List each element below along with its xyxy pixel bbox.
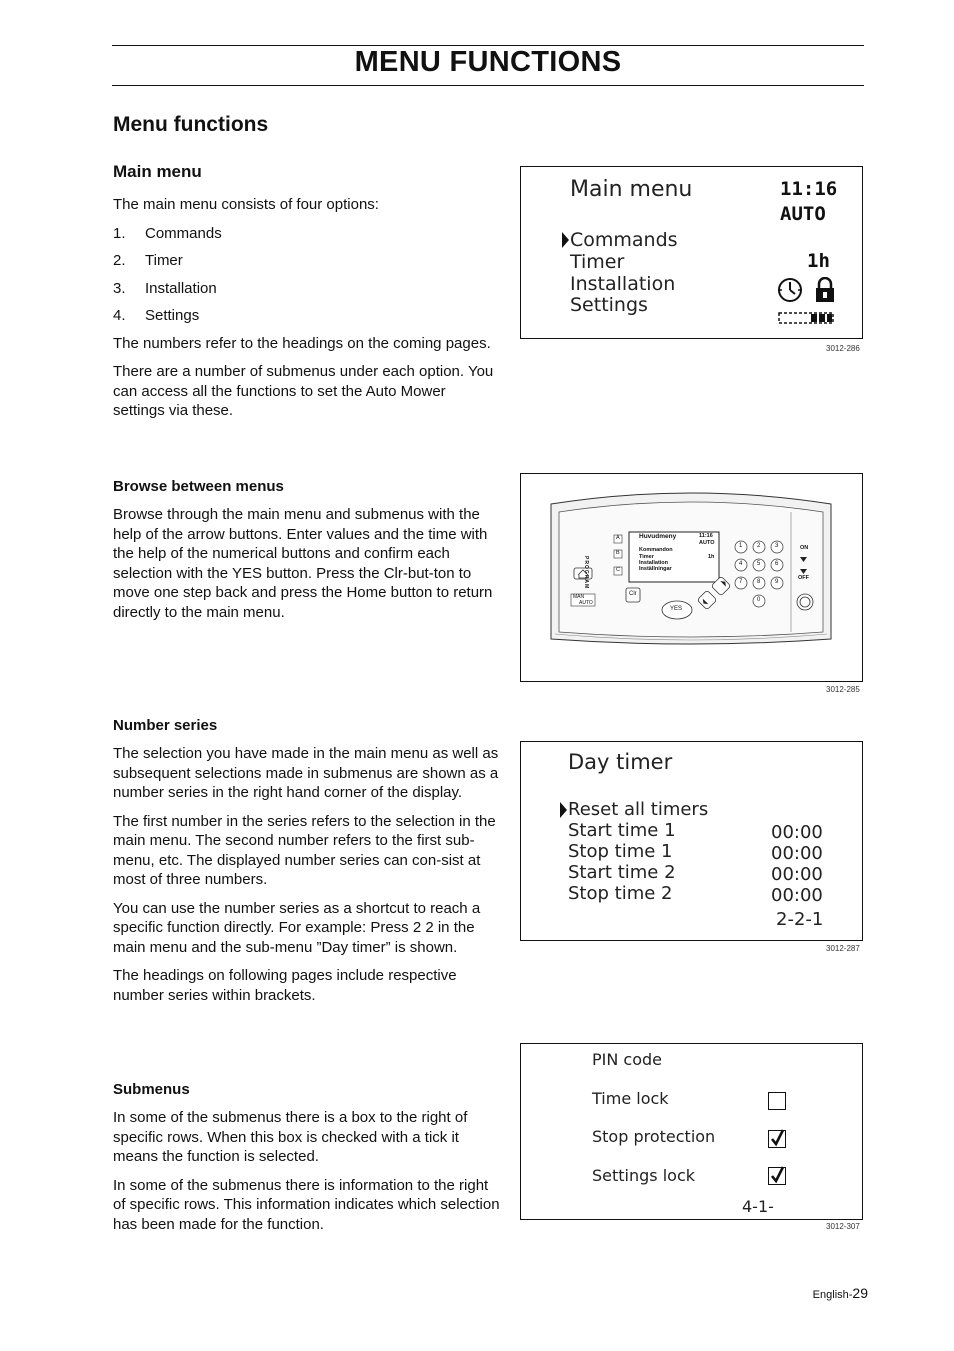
display-row-value: 00:00 xyxy=(771,843,823,864)
settings-lock-checkbox xyxy=(768,1167,786,1185)
program-key-label: B xyxy=(616,550,620,556)
program-key-label: C xyxy=(616,567,620,573)
submenus-heading: Submenus xyxy=(113,1081,190,1098)
display-row-value: 00:00 xyxy=(771,864,823,885)
number-series-heading: Number series xyxy=(113,717,218,734)
display-row-label: Time lock xyxy=(592,1089,669,1108)
num-key-label: 9 xyxy=(775,579,779,585)
display-time: 11:16 xyxy=(780,178,838,200)
list-item: 4. Settings xyxy=(113,307,200,324)
panel-screen-mode: AUTO xyxy=(699,540,715,546)
number-series: 2-2-1 xyxy=(776,909,824,930)
num-key-label: 4 xyxy=(739,561,743,567)
display-menu-item: Commands xyxy=(570,229,678,251)
panel-screen-time: 11:16 xyxy=(699,533,713,539)
program-label: PROGRAM xyxy=(583,556,589,590)
day-timer-display xyxy=(520,741,863,941)
off-label: OFF xyxy=(798,575,809,581)
figure-code: 3012-307 xyxy=(826,1222,860,1231)
stop-protection-checkbox xyxy=(768,1130,786,1148)
on-label: ON xyxy=(800,545,809,551)
panel-screen-item: Inställningar xyxy=(639,566,672,572)
display-menu-item: Timer xyxy=(570,251,625,273)
page-number: 29 xyxy=(852,1285,868,1301)
header-rule-bottom xyxy=(112,85,864,86)
selection-arrow-icon xyxy=(562,232,569,248)
number-series-para-4: The headings on following pages include respective number series within brackets. xyxy=(113,967,457,1004)
number-series-text xyxy=(113,744,501,1014)
auto-label: AUTO xyxy=(579,600,593,606)
main-menu-intro: The main menu consists of four options: xyxy=(113,196,379,213)
main-menu-para-1: The numbers refer to the headings on the coming pages. xyxy=(113,334,491,352)
selection-arrow-icon xyxy=(560,802,567,818)
display-title: Day timer xyxy=(568,750,673,774)
panel-screen-item: Kommandon xyxy=(639,547,673,553)
lock-icon xyxy=(814,277,836,303)
list-item: 2. Timer xyxy=(113,252,183,269)
man-label: MAN xyxy=(573,594,585,600)
browse-heading: Browse between menus xyxy=(113,478,284,495)
num-key-label: 6 xyxy=(775,561,779,567)
browse-para: Browse through the main menu and submenus with the help of the arrow buttons. Enter values and the time with the help of the numerical buttons and confirm each selection with the YES button. Press the Clr-but-ton to move one step back and press the Home button to return directly to the main menu. xyxy=(113,506,493,621)
clock-icon xyxy=(777,277,807,303)
num-key-label: 1 xyxy=(739,543,743,549)
number-series-para-3: You can use the number series as a shortcut to reach a specific function directly. For example: Press 2 2 in the main menu and the sub-menu ”Day timer” is shown. xyxy=(113,899,481,956)
display-row-label: Start time 1 xyxy=(568,820,676,841)
num-key-label: 0 xyxy=(757,597,761,603)
list-item: 3. Installation xyxy=(113,279,217,297)
settings-submenu-display xyxy=(520,1043,863,1220)
number-series: 4-1- xyxy=(742,1197,774,1216)
panel-screen-item: Timer xyxy=(639,554,654,560)
display-row-label: Settings lock xyxy=(592,1166,696,1185)
page-title: MENU FUNCTIONS xyxy=(354,46,622,78)
list-item: 1. Commands xyxy=(113,224,222,242)
figure-code: 3012-285 xyxy=(826,685,860,694)
display-row-label: PIN code xyxy=(592,1050,663,1069)
num-key-label: 5 xyxy=(757,561,761,567)
panel-screen-title: Huvudmeny xyxy=(639,533,677,540)
main-menu-para-2: There are a number of submenus under each option. You can access all the functions to set the Auto Mower settings via these. xyxy=(113,363,494,419)
main-menu-list xyxy=(113,224,501,326)
display-menu-item: Installation xyxy=(570,273,676,295)
panel-screen-item: Installation xyxy=(639,560,669,566)
check-icon xyxy=(770,1129,786,1147)
display-menu-item: Settings xyxy=(570,294,648,316)
display-title: Main menu xyxy=(570,177,693,202)
page-footer xyxy=(813,1285,868,1301)
clr-key-label: Clr xyxy=(629,591,637,597)
submenus-para-2: In some of the submenus there is information to the right of specific rows. This information indicates which selection has been made for the function. xyxy=(113,1176,500,1233)
control-panel-drawing xyxy=(521,474,861,680)
display-duration: 1h xyxy=(807,250,830,272)
footer-language: English- xyxy=(812,1289,853,1301)
control-panel-figure xyxy=(520,473,863,682)
check-icon xyxy=(770,1166,786,1184)
display-mode: AUTO xyxy=(780,203,826,225)
display-row-label: Stop time 2 xyxy=(568,883,673,904)
main-menu-heading: Main menu xyxy=(113,162,202,181)
display-row-value: 00:00 xyxy=(771,822,823,843)
yes-key-label: YES xyxy=(670,606,683,612)
main-menu-display xyxy=(520,166,863,339)
num-key-label: 7 xyxy=(739,579,743,585)
num-key-label: 8 xyxy=(757,579,761,585)
figure-code: 3012-286 xyxy=(826,344,860,353)
display-row-label: Stop time 1 xyxy=(568,841,673,862)
browse-text xyxy=(113,505,501,631)
num-key-label: 3 xyxy=(775,543,779,549)
main-menu-text xyxy=(113,195,501,430)
time-lock-checkbox xyxy=(768,1092,786,1110)
figure-code: 3012-287 xyxy=(826,944,860,953)
display-row-value: 00:00 xyxy=(771,885,823,906)
program-key-label: A xyxy=(616,535,620,541)
panel-screen-duration: 1h xyxy=(708,554,715,560)
number-series-para-2: The first number in the series refers to the selection in the main menu. The second number refers to the first sub-menu, etc. The displayed number series can con-sist at most of three numbers. xyxy=(113,812,496,888)
number-series-para-1: The selection you have made in the main menu as well as subsequent selections made in submenus are shown as a number series in the right hand corner of the display. xyxy=(113,745,499,801)
submenus-text xyxy=(113,1108,501,1243)
submenus-para-1: In some of the submenus there is a box to the right of specific rows. When this box is checked with a tick it means the function is selected. xyxy=(113,1109,468,1165)
display-row-label: Start time 2 xyxy=(568,862,676,883)
display-row-label: Stop protection xyxy=(592,1127,716,1146)
section-title: Menu functions xyxy=(113,113,269,136)
num-key-label: 2 xyxy=(757,543,761,549)
display-row-label: Reset all timers xyxy=(568,799,709,820)
battery-icon xyxy=(777,312,835,324)
